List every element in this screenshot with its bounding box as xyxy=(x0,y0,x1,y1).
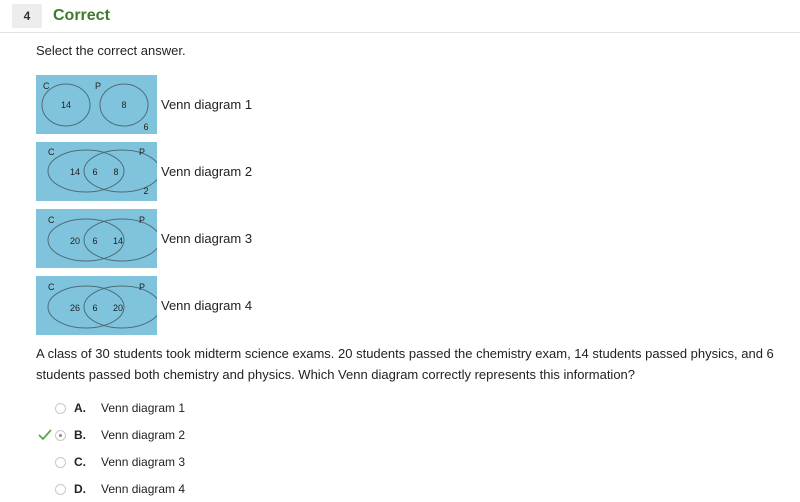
set-p-label: P xyxy=(139,282,146,292)
set-p-label: P xyxy=(139,147,146,157)
set-c-label: C xyxy=(48,215,55,225)
option-b-radio[interactable] xyxy=(55,430,66,441)
venn-diagram-1-label: Venn diagram 1 xyxy=(161,97,253,112)
only-c-value: 20 xyxy=(69,236,81,246)
option-c-text: Venn diagram 3 xyxy=(101,455,186,469)
venn-diagram-4-image xyxy=(36,276,157,335)
option-d-text: Venn diagram 4 xyxy=(101,482,186,496)
option-a-text: Venn diagram 1 xyxy=(101,401,186,415)
only-c-value: 14 xyxy=(60,100,72,110)
instruction-text: Select the correct answer. xyxy=(36,43,186,58)
option-c-radio[interactable] xyxy=(55,457,66,468)
venn-diagram-3-image xyxy=(36,209,157,268)
set-c-label: C xyxy=(48,147,55,157)
set-c-label: C xyxy=(43,81,50,91)
venn-diagram-1-image xyxy=(36,75,157,134)
venn-diagram-4-label: Venn diagram 4 xyxy=(161,298,253,313)
venn-diagram-1 xyxy=(36,75,252,134)
set-c-label: C xyxy=(48,282,55,292)
outside-value: 2 xyxy=(143,186,149,196)
only-p-value: 20 xyxy=(112,303,124,313)
only-c-value: 26 xyxy=(69,303,81,313)
venn-diagram-2-label: Venn diagram 2 xyxy=(161,164,253,179)
venn-diagram-2-image xyxy=(36,142,157,201)
question-number-badge: 4 xyxy=(12,4,42,28)
question-header xyxy=(0,0,800,33)
outside-value: 6 xyxy=(143,122,149,132)
question-text: A class of 30 students took midterm science exams. 20 students passed the chemistry exam, 14 students passed physics, and 6 students passed both chemistry and physics. Which Venn diagram correctly represents this information? xyxy=(36,346,774,382)
option-d-radio[interactable] xyxy=(55,484,66,495)
both-value: 6 xyxy=(92,167,98,177)
only-p-value: 8 xyxy=(113,167,119,177)
option-d-letter: D. xyxy=(74,482,86,496)
only-p-value: 14 xyxy=(112,236,124,246)
only-p-value: 8 xyxy=(121,100,127,110)
option-b-letter: B. xyxy=(74,428,86,442)
venn-diagram-2 xyxy=(36,142,252,201)
only-c-value: 14 xyxy=(69,167,81,177)
both-value: 6 xyxy=(92,236,98,246)
option-a-radio[interactable] xyxy=(55,403,66,414)
venn-diagram-4 xyxy=(36,276,252,335)
result-status: Correct xyxy=(53,7,110,24)
set-p-label: P xyxy=(95,81,102,91)
option-a-letter: A. xyxy=(74,401,86,415)
both-value: 6 xyxy=(92,303,98,313)
venn-diagram-3 xyxy=(36,209,252,268)
option-b-text: Venn diagram 2 xyxy=(101,428,186,442)
venn-diagram-3-label: Venn diagram 3 xyxy=(161,231,253,246)
set-p-label: P xyxy=(139,215,146,225)
correct-check-icon xyxy=(38,428,52,442)
option-c-letter: C. xyxy=(74,455,86,469)
